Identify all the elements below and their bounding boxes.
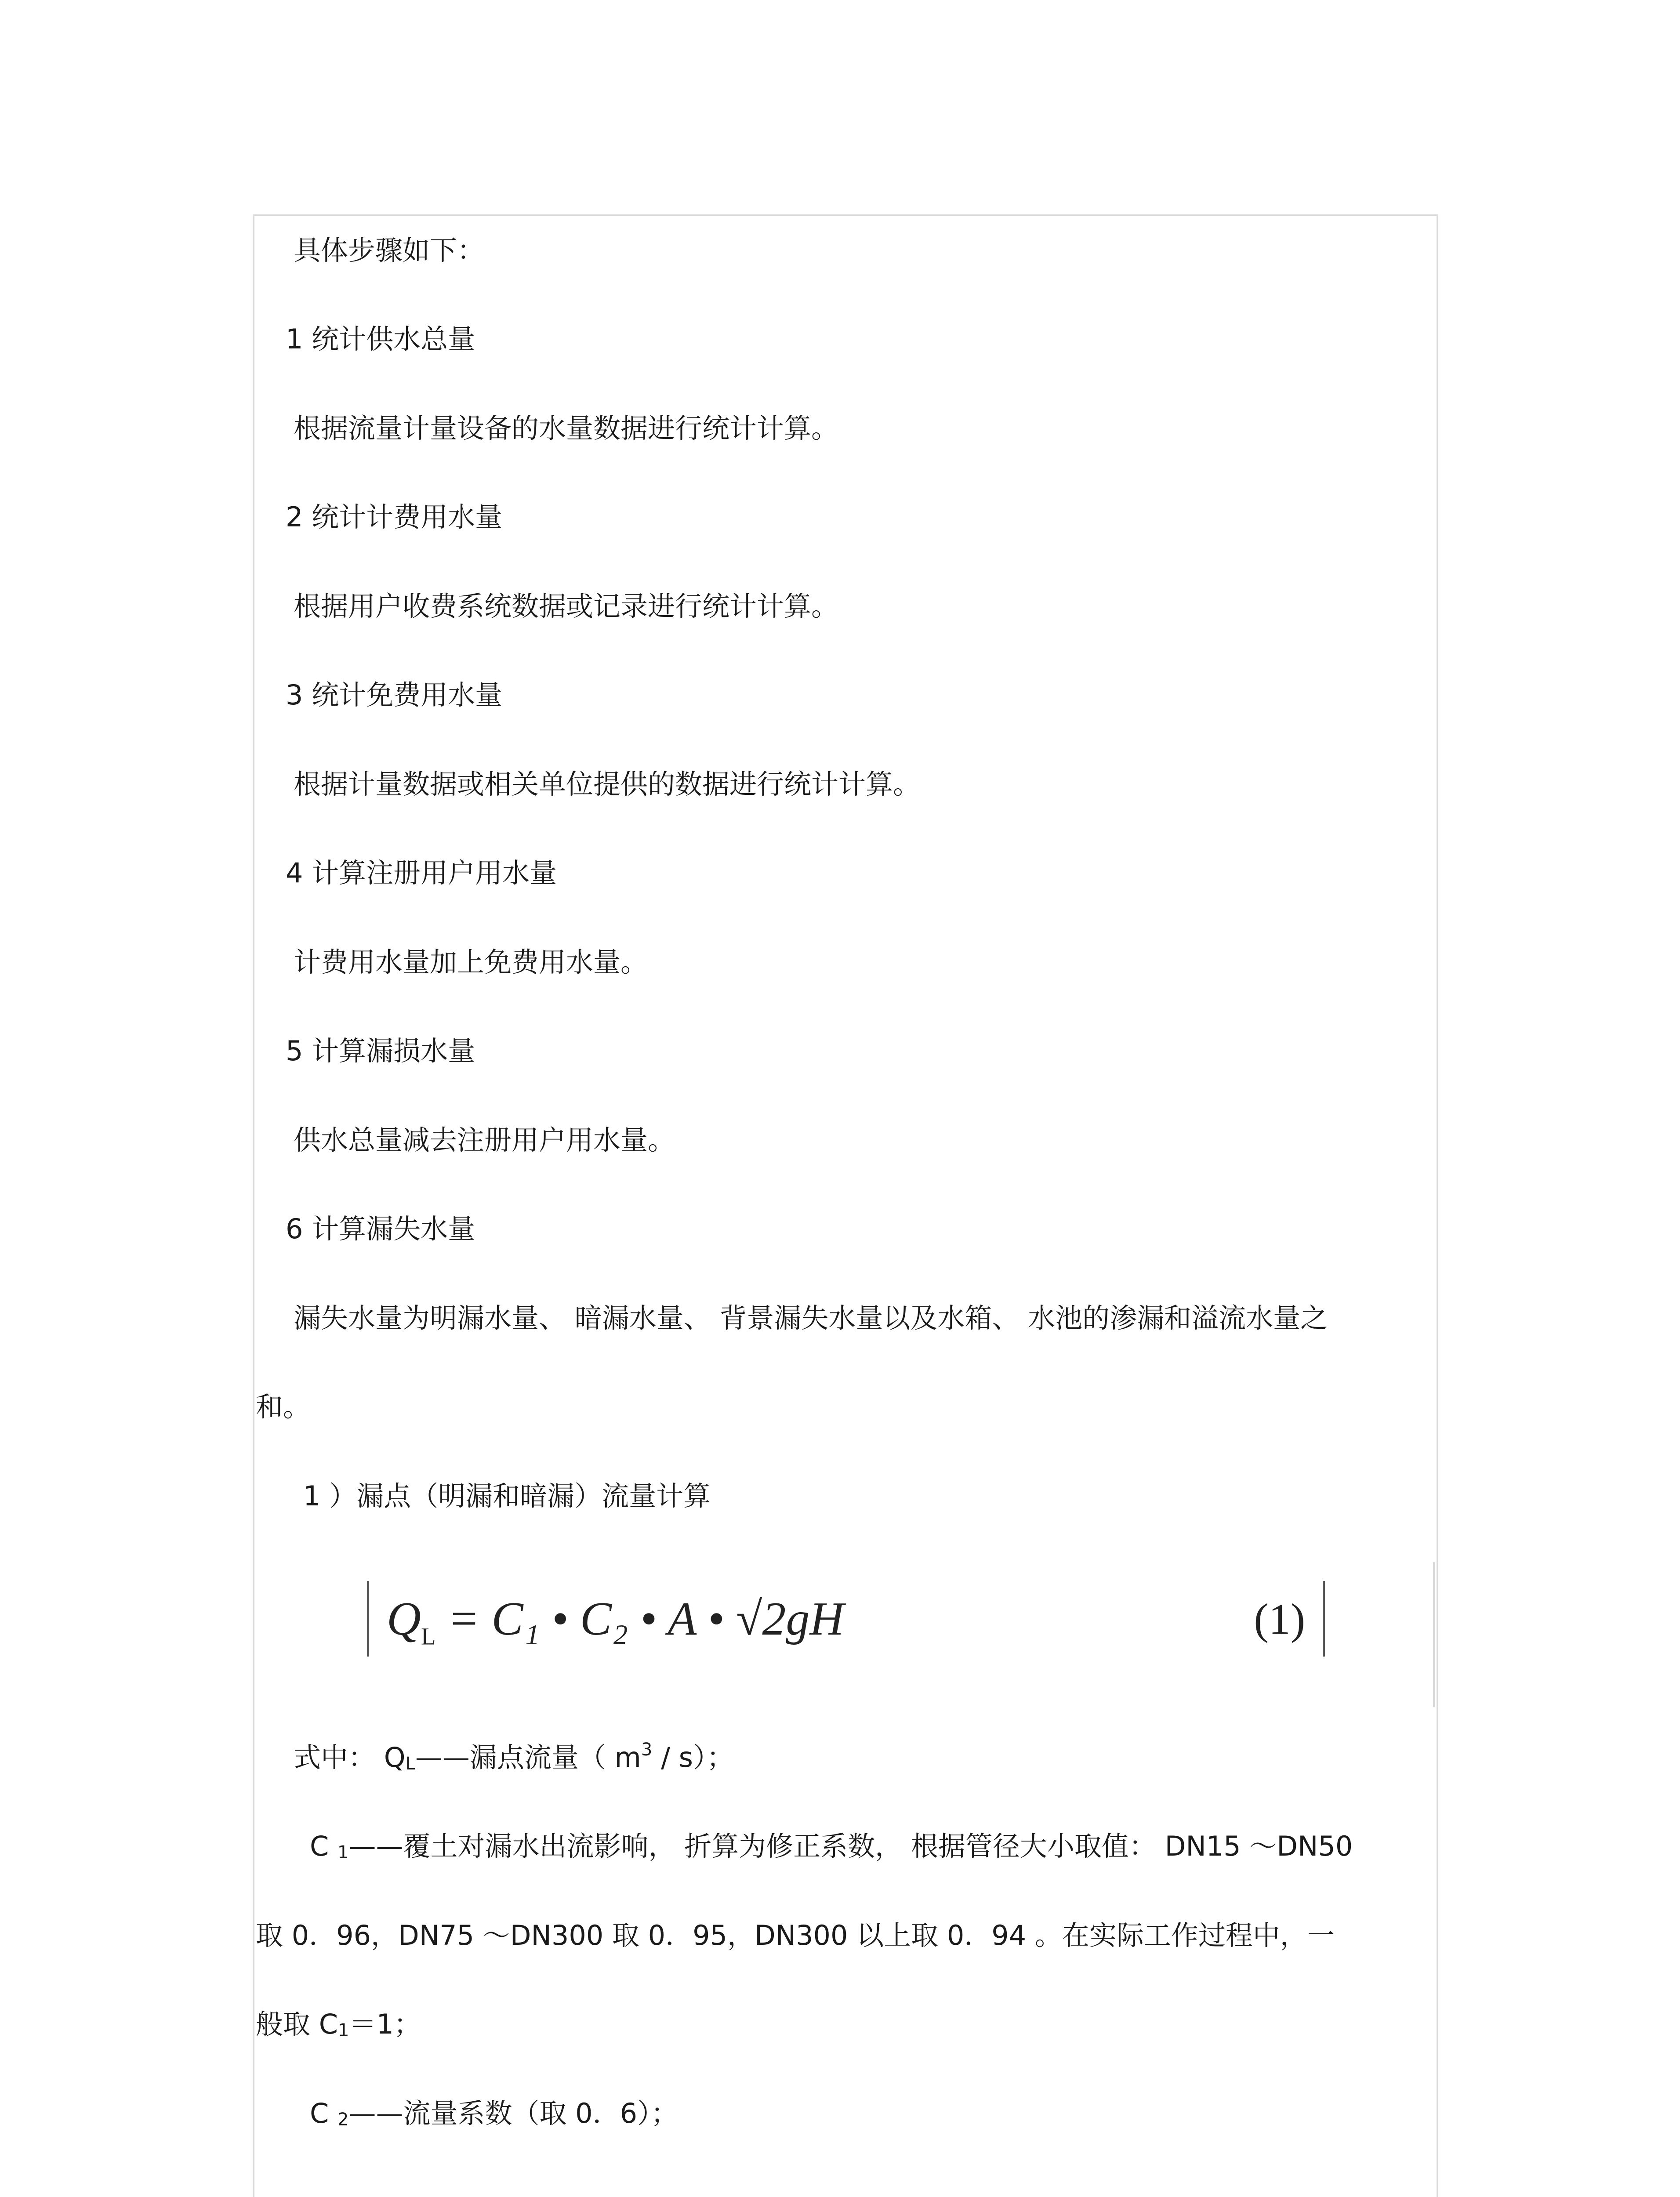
subsection-heading: 1 ）漏点（明漏和暗漏）流量计算 [303, 1480, 711, 1512]
definition-c2 [310, 2096, 678, 2137]
step-5-text: 供水总量减去注册用户用水量。 [294, 1124, 675, 1156]
definition-ql [294, 1740, 734, 1781]
formula-lhs: Q [387, 1593, 421, 1645]
definition-ql-mid: ——漏点流量（ m [415, 1741, 641, 1773]
definition-ql-subscript: L [405, 1754, 415, 1774]
definition-c1 [310, 1829, 1353, 1870]
step-4-text: 计费用水量加上免费用水量。 [294, 946, 648, 978]
definition-c2-text: ——流量系数（取 0．6）； [348, 2097, 679, 2129]
step-3-heading: 3 统计免费用水量 [286, 679, 503, 711]
definition-c1-line3-subscript: 1 [338, 2020, 349, 2041]
definition-c1-line3-suffix: ＝1； [349, 2008, 421, 2040]
intro-paragraph: 具体步骤如下： [294, 234, 485, 266]
definition-ql-prefix: 式中： Q [294, 1741, 406, 1773]
definition-c1-subscript: 1 [337, 1842, 349, 1863]
leak-flow-formula [387, 1591, 844, 1665]
right-margin-mark [1433, 1562, 1435, 1707]
definition-c1-line2: 取 0．96，DN75 ～DN300 取 0．95，DN300 以上取 0．94 。在实际工作过程中，一 [256, 1919, 1335, 1951]
step-1-heading: 1 统计供水总量 [286, 323, 475, 355]
definition-ql-suffix: / s）； [652, 1741, 734, 1773]
definition-c2-prefix: C [310, 2097, 337, 2129]
definition-c1-line3-prefix: 般取 C [256, 2008, 338, 2040]
formula-box [367, 1581, 1325, 1657]
formula-lhs-subscript: L [421, 1623, 436, 1650]
formula-rhs: = C₁ • C₂ • A • √2gH [447, 1593, 844, 1645]
step-4-heading: 4 计算注册用户用水量 [286, 857, 557, 889]
step-6-text-line2: 和。 [256, 1391, 311, 1423]
equation-number: (1) [1254, 1595, 1305, 1643]
definition-ql-superscript: 3 [641, 1740, 653, 1760]
step-6-heading: 6 计算漏失水量 [286, 1213, 475, 1245]
step-1-text: 根据流量计量设备的水量数据进行统计计算。 [294, 412, 839, 444]
definition-c1-text: ——覆土对漏水出流影响， 折算为修正系数， 根据管径大小取值： DN15 ～DN50 [348, 1830, 1353, 1862]
definition-c2-subscript: 2 [337, 2110, 349, 2130]
step-6-text-line1: 漏失水量为明漏水量、 暗漏水量、 背景漏失水量以及水箱、 水池的渗漏和溢流水量之 [294, 1302, 1328, 1334]
definition-c1-prefix: C [310, 1830, 337, 1862]
step-3-text: 根据计量数据或相关单位提供的数据进行统计计算。 [294, 768, 921, 800]
left-margin-mark [253, 1562, 254, 1707]
step-2-text: 根据用户收费系统数据或记录进行统计计算。 [294, 590, 839, 622]
step-2-heading: 2 统计计费用水量 [286, 501, 503, 533]
definition-c1-line3 [256, 2007, 421, 2048]
step-5-heading: 5 计算漏损水量 [286, 1035, 475, 1067]
